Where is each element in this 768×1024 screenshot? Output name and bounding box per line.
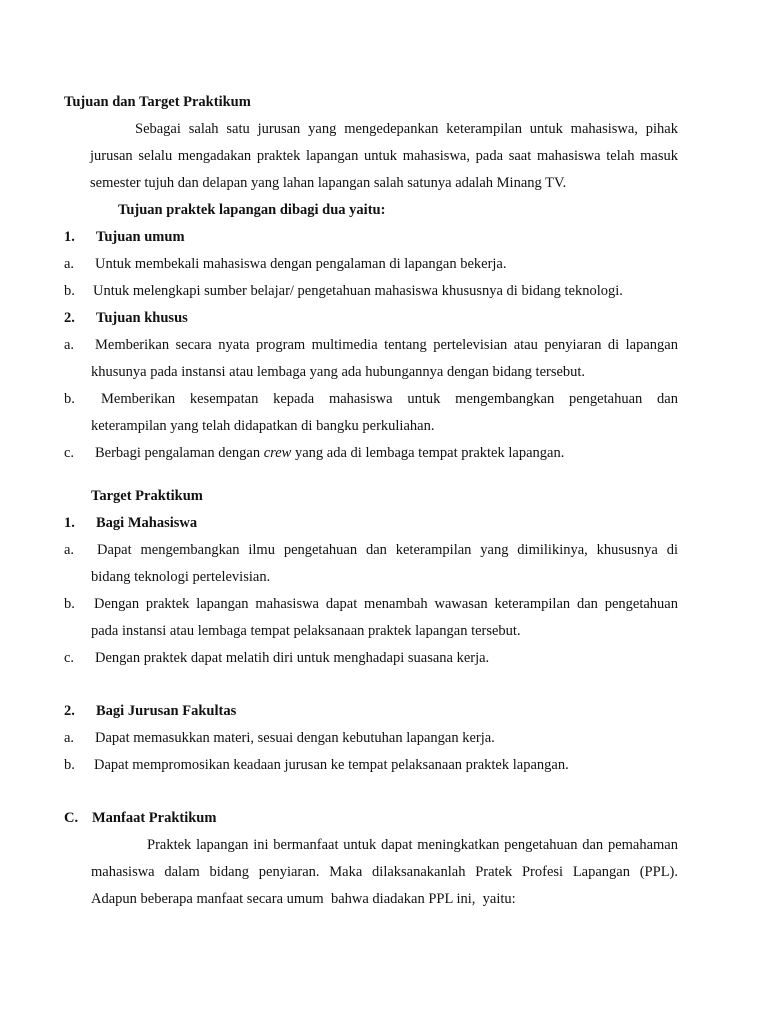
bagi-mahasiswa-a-line-2: bidang teknologi pertelevisian. [91,569,271,585]
bagi-jurusan-a-marker: a. [64,730,75,746]
tujuan-umum-b-text: Untuk melengkapi sumber belajar/ pengetahuan mahasiswa khususnya di bidang teknologi. [93,283,623,299]
bagi-mahasiswa-b-marker: b. [64,596,75,612]
manfaat-title: Manfaat Praktikum [92,810,217,826]
tujuan-khusus-c-pre: Berbagi pengalaman dengan [95,445,264,461]
intro-line-1: Sebagai salah satu jurusan yang mengedepankan keterampilan untuk mahasiswa, pihak [135,121,678,137]
bagi-jurusan-title: Bagi Jurusan Fakultas [96,703,237,719]
manfaat-line-2: mahasiswa dalam bidang penyiaran. Maka dilaksanakanlah Pratek Profesi Lapangan (PPL). [91,864,678,880]
bagi-mahasiswa-a-marker: a. [64,542,75,558]
tujuan-umum-b-marker: b. [64,283,75,299]
intro-line-2: jurusan selalu mengadakan praktek lapangan untuk mahasiswa, pada saat mahasiswa telah masuk [90,148,678,164]
tujuan-khusus-a-marker: a. [64,337,75,353]
bagi-jurusan-b-marker: b. [64,757,75,773]
bagi-mahasiswa-b-line-1: Dengan praktek lapangan mahasiswa dapat menambah wawasan keterampilan dan pengetahuan [94,596,678,612]
bagi-mahasiswa-title: Bagi Mahasiswa [96,515,198,531]
tujuan-khusus-a-line-2: khusunya pada instansi atau lembaga yang ada hubungannya dengan bidang tersebut. [91,364,586,380]
tujuan-umum-number: 1. [64,229,75,245]
tujuan-khusus-c-text [95,444,564,462]
manfaat-line-3: Adapun beberapa manfaat secara umum bahwa diadakan PPL ini, yaitu: [91,891,516,907]
tujuan-umum-a-text: Untuk membekali mahasiswa dengan pengalaman di lapangan bekerja. [95,256,507,272]
tujuan-khusus-c-post: yang ada di lembaga tempat praktek lapangan. [291,445,565,461]
tujuan-khusus-c-marker: c. [64,445,75,461]
bagi-mahasiswa-c-line-1: Dengan praktek dapat melatih diri untuk menghadapi suasana kerja. [95,650,490,666]
page-heading: Tujuan dan Target Praktikum [64,94,251,110]
tujuan-umum-title: Tujuan umum [96,229,185,245]
tujuan-khusus-b-marker: b. [64,391,75,407]
bagi-mahasiswa-c-marker: c. [64,650,75,666]
target-heading: Target Praktikum [91,488,203,504]
tujuan-khusus-b-line-1: Memberikan kesempatan kepada mahasiswa untuk mengembangkan pengetahuan dan [101,391,678,407]
bagi-mahasiswa-a-line-1: Dapat mengembangkan ilmu pengetahuan dan keterampilan yang dimilikinya, khususnya di [97,542,678,558]
crew-italic: crew [263,445,292,461]
tujuan-khusus-b-line-2: keterampilan yang telah didapatkan di bangku perkuliahan. [91,418,435,434]
bagi-jurusan-a-line-1: Dapat memasukkan materi, sesuai dengan kebutuhan lapangan kerja. [95,730,495,746]
manfaat-line-1: Praktek lapangan ini bermanfaat untuk dapat meningkatkan pengetahuan dan pemahaman [147,837,678,853]
bagi-mahasiswa-b-line-2: pada instansi atau lembaga tempat pelaksanaan praktek lapangan tersebut. [91,623,521,639]
bagi-mahasiswa-number: 1. [64,515,75,531]
manfaat-marker: C. [64,810,79,826]
tujuan-umum-a-marker: a. [64,256,75,272]
bagi-jurusan-b-line-1: Dapat mempromosikan keadaan jurusan ke tempat pelaksanaan praktek lapangan. [94,757,569,773]
tujuan-khusus-number: 2. [64,310,75,326]
tujuan-khusus-a-line-1: Memberikan secara nyata program multimedia tentang pertelevisian atau penyiaran di lapangan [95,337,678,353]
tujuan-intro: Tujuan praktek lapangan dibagi dua yaitu: [118,202,386,218]
intro-line-3: semester tujuh dan delapan yang lahan lapangan salah satunya adalah Minang TV. [90,175,567,191]
tujuan-khusus-title: Tujuan khusus [96,310,188,326]
bagi-jurusan-number: 2. [64,703,75,719]
